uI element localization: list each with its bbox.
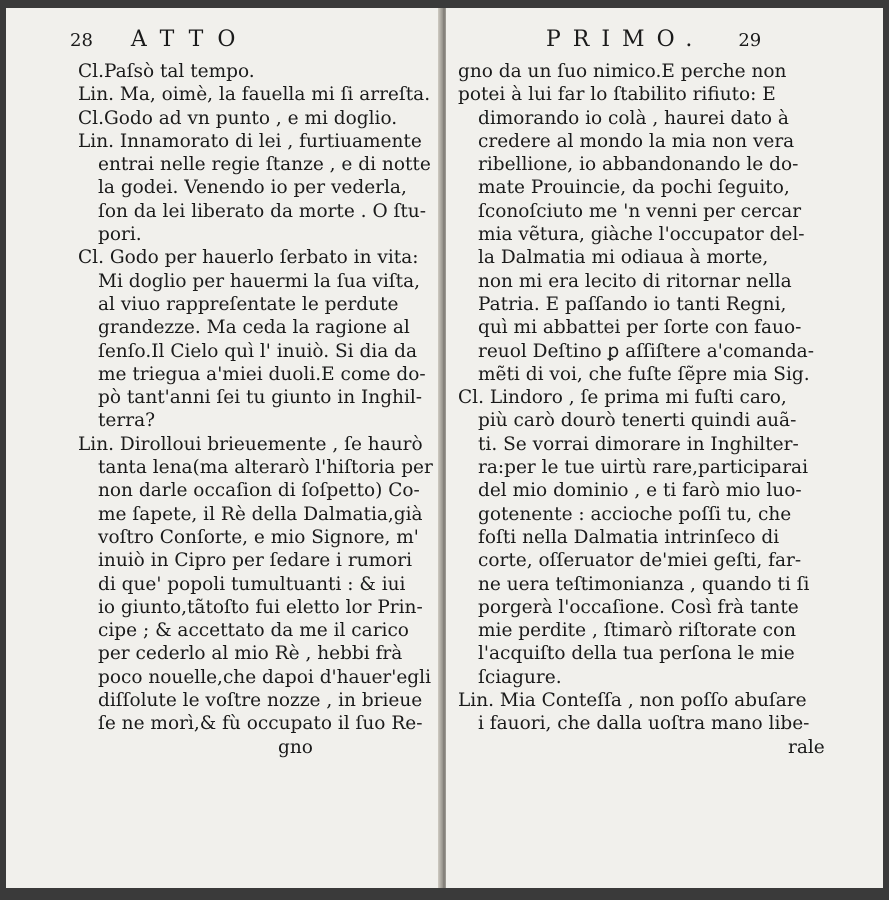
text-line: mate Prouincie, da pochi ſeguito,	[478, 177, 790, 199]
running-head-right: PRIMO.	[546, 27, 705, 52]
text-line: foſti nella Dalmatia intrinſeco di	[478, 526, 780, 548]
text-line: me ſapete, il Rè della Dalmatia,già	[98, 503, 423, 525]
text-line: Cl. Godo per hauerlo ſerbato in vita:	[78, 247, 419, 269]
text-line: ſenſo.Il Cielo quì l' inuiò. Si dia da	[98, 340, 417, 362]
text-line: Lin. Innamorato di lei , furtiuamente	[78, 130, 422, 152]
left-page-header	[70, 28, 249, 53]
text-line: gotenente : accioche poſſi tu, che	[478, 503, 792, 525]
text-line: ſon da lei liberato da morte . O ſtu-	[98, 200, 426, 222]
text-line: pò tant'anni ſei tu giunto in Inghil-	[98, 387, 423, 409]
text-line: la Dalmatia mi odiaua à morte,	[478, 247, 769, 269]
text-line: pori.	[98, 224, 142, 246]
text-line: più carò dourò tenerti quindi auã-	[478, 410, 797, 432]
text-line: Lin. Ma, oimè, la fauella mi ſi arreſta.	[78, 84, 431, 106]
text-line: terra?	[98, 410, 156, 432]
text-line: non mi era lecito di ritornar nella	[478, 270, 792, 292]
text-line: Lin. Mia Conteſſa , non poſſo abuſare	[458, 690, 807, 712]
left-page-text	[78, 60, 433, 759]
text-line: poco nouelle,che dapoi d'hauer'egli	[98, 666, 431, 688]
right-page	[446, 8, 883, 888]
text-line: ra:per le tue uirtù rare,participarai	[478, 457, 809, 479]
text-line: me triegua a'miei duoli.E come do-	[98, 363, 426, 385]
text-line: inuiò in Cipro per ſedare i rumori	[98, 550, 413, 572]
text-line: entrai nelle regie ſtanze , e di notte	[98, 154, 431, 176]
text-line: di que' popoli tumultuanti : & iui	[98, 573, 406, 595]
text-line: mie perdite , ſtimarò riſtorate con	[478, 620, 797, 642]
text-line: mẽti di voi, che fuſte ſẽpre mia Sig.	[478, 363, 810, 385]
text-line: i fauori, che dalla uoſtra mano libe-	[478, 713, 810, 735]
running-head-left: ATTO	[130, 27, 250, 52]
text-line: ſe ne morì,& fù occupato il ſuo Re-	[98, 713, 423, 735]
text-line: reuol Deſtino ꝑ aſſiſtere a'comanda-	[478, 340, 814, 362]
text-line: ſciagure.	[478, 666, 562, 688]
text-line: Lin. Dirolloui brieuemente , ſe haurò	[78, 433, 423, 455]
text-line: gno da un ſuo nimico.E perche non	[458, 61, 787, 82]
text-line: grandezze. Ma ceda la ragione al	[98, 317, 410, 339]
text-line: tanta lena(ma alterarò l'hiſtoria per	[98, 457, 433, 479]
text-line: Cl.Godo ad vn punto , e mi doglio.	[78, 107, 398, 129]
left-page	[6, 8, 442, 888]
catchword: rale	[788, 736, 825, 758]
right-page-text	[458, 60, 825, 759]
text-line: l'acquiſto della tua perſona le mie	[478, 643, 795, 665]
text-line: Mi doglio per hauermi la ſua viſta,	[98, 270, 420, 292]
page-number-right: 29	[738, 30, 762, 51]
text-line: la godei. Venendo io per vederla,	[98, 177, 407, 199]
text-line: porgerà l'occaſione. Così frà tante	[478, 596, 799, 618]
page-number-left: 28	[70, 30, 93, 51]
text-line: voſtro Conſorte, e mio Signore, m'	[98, 526, 419, 548]
text-line: del mio dominio , e ti farò mio luo-	[478, 480, 802, 502]
text-line: non darle occaſion di ſoſpetto) Co-	[98, 480, 420, 502]
text-line: io giunto,tãtoſto fui eletto lor Prin-	[98, 596, 423, 618]
text-line: diſſolute le voſtre nozze , in brieue	[98, 690, 423, 712]
text-line: Cl. Lindoro , ſe prima mi fuſti caro,	[458, 387, 787, 409]
text-line: dimorando io colà , haurei dato à	[478, 107, 789, 129]
text-line: cipe ; & accettato da me il carico	[98, 620, 409, 642]
text-line: quì mi abbattei per ſorte con fauo-	[478, 317, 802, 339]
catchword: gno	[278, 736, 313, 758]
text-line: credere al mondo la mia non vera	[478, 130, 795, 152]
text-line: per cederlo al mio Rè , hebbi frà	[98, 643, 403, 665]
text-line: ti. Se vorrai dimorare in Inghilter-	[478, 433, 799, 455]
right-page-header	[546, 28, 761, 53]
text-line: al viuo rappreſentate le perdute	[98, 293, 399, 315]
text-line: mia vẽtura, giàche l'occupator del-	[478, 224, 805, 246]
text-line: potei à lui far lo ſtabilito rifiuto: E	[458, 84, 776, 106]
text-line: Cl.Paſsò tal tempo.	[78, 61, 255, 82]
text-line: ne uera teſtimonianza , quando ti ſi	[478, 573, 810, 595]
text-line: ribellione, io abbandonando le do-	[478, 154, 799, 176]
text-line: Patria. E paſſando io tanti Regni,	[478, 293, 787, 315]
text-line: corte, oſſeruator de'miei geſti, far-	[478, 550, 802, 572]
text-line: ſconoſciuto me 'n venni per cercar	[478, 200, 802, 222]
